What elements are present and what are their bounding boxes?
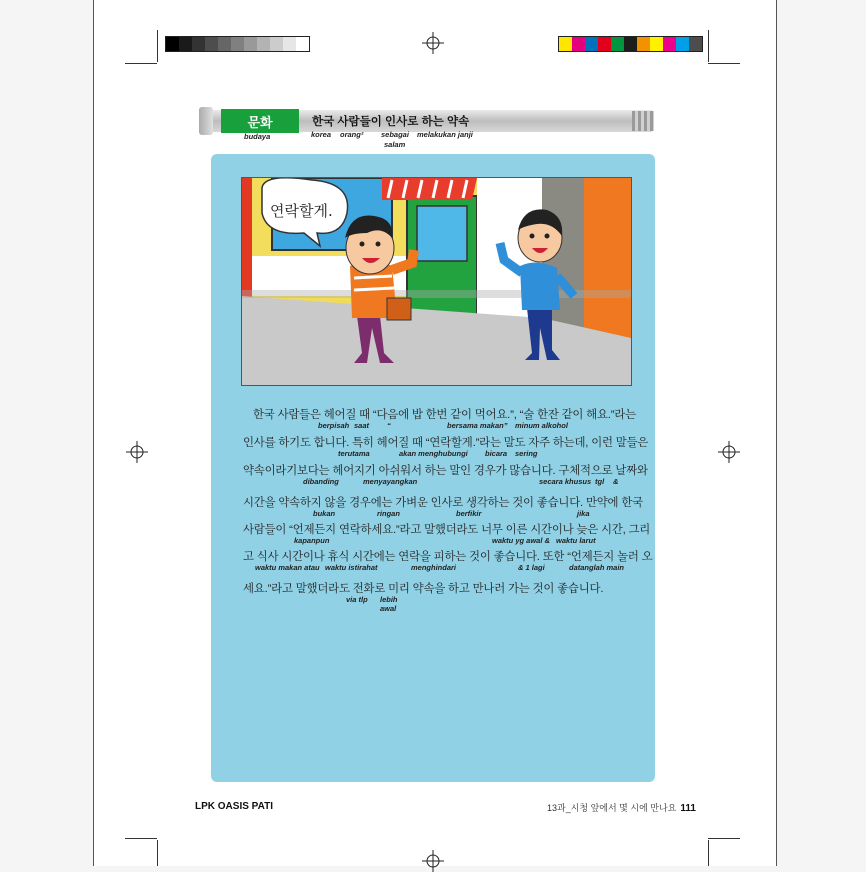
gloss: bersama makan” — [447, 421, 508, 430]
body-line: 시간을 약속하지 않을 경우에는 가벼운 인사로 생각하는 것이 좋습니다. 만약에 한국 — [243, 497, 643, 509]
gloss: menyayangkan — [363, 477, 418, 486]
gloss: sebagai — [381, 130, 409, 139]
gloss: melakukan janji — [417, 130, 473, 139]
gloss: awal — [380, 604, 397, 613]
gloss: minum alkohol — [515, 421, 568, 430]
calibration-swatch — [572, 37, 585, 51]
body-line: 인사를 하기도 합니다. 특히 헤어질 때 “연락할게.”라는 말도 자주 하는데, 이런 말들은 — [243, 437, 649, 449]
gloss: budaya — [244, 132, 271, 141]
calibration-swatch — [611, 37, 624, 51]
calibration-swatch — [205, 37, 218, 51]
calibration-swatch — [270, 37, 283, 51]
gloss: bukan — [313, 509, 336, 518]
gloss: kapanpun — [294, 536, 330, 545]
gloss: jika — [577, 509, 590, 518]
gloss: waktu larut — [556, 536, 596, 545]
body-line: 한국 사람들은 헤어질 때 “다음에 밥 한번 같이 먹어요.”, “술 한잔 같이 해요.”라는 — [253, 409, 636, 421]
gloss: dibanding — [303, 477, 339, 486]
calibration-swatch — [689, 37, 702, 51]
calibration-swatch — [192, 37, 205, 51]
gloss: berfikir — [456, 509, 482, 518]
registration-target-right — [718, 441, 740, 463]
illustration — [241, 177, 632, 386]
category-tab: 문화 — [221, 109, 299, 133]
gloss: menghindari — [411, 563, 457, 572]
footer-chapter-title: 13과_시청 앞에서 몇 시에 만나요 — [547, 803, 677, 813]
gloss: terutama — [338, 449, 370, 458]
gloss: akan menghubungi — [399, 449, 468, 458]
gloss: bicara — [485, 449, 508, 458]
calibration-swatch — [231, 37, 244, 51]
gloss: waktu makan atau — [255, 563, 320, 572]
gloss: sering — [515, 449, 538, 458]
calibration-swatch — [296, 37, 309, 51]
gloss: ringan — [377, 509, 400, 518]
speech-bubble-text: 연락할게. — [270, 202, 333, 220]
grayscale-calibration-bar — [165, 36, 310, 52]
calibration-swatch — [559, 37, 572, 51]
calibration-swatch — [598, 37, 611, 51]
body-line: 고 식사 시간이나 휴식 시간에는 연락을 피하는 것이 좋습니다. 또한 “언제든지 놀러 오 — [243, 551, 653, 563]
gloss: korea — [311, 130, 332, 139]
gloss: secara khusus — [539, 477, 592, 486]
gloss: orang² — [340, 130, 364, 139]
gloss: waktu istirahat — [325, 563, 378, 572]
calibration-swatch — [244, 37, 257, 51]
footer-brand: LPK OASIS PATI — [195, 801, 273, 812]
gloss: tgl — [595, 477, 605, 486]
gloss: waktu yg awal & — [492, 536, 550, 545]
registration-target-bottom — [422, 850, 444, 872]
color-calibration-bar — [558, 36, 703, 52]
section-title: 한국 사람들이 인사로 하는 약속 — [312, 116, 470, 128]
gloss: berpisah — [318, 421, 350, 430]
page-number: 111 — [680, 803, 696, 814]
calibration-swatch — [218, 37, 231, 51]
calibration-swatch — [179, 37, 192, 51]
registration-target-left — [126, 441, 148, 463]
gloss: “ — [387, 421, 391, 430]
body-line: 사람들이 “언제든지 연락하세요.”라고 말했더라도 너무 이른 시간이나 늦은 시간, 그리 — [243, 524, 651, 536]
footer-chapter — [547, 801, 696, 814]
gloss: & 1 lagi — [518, 563, 545, 572]
calibration-swatch — [650, 37, 663, 51]
calibration-swatch — [637, 37, 650, 51]
calibration-swatch — [676, 37, 689, 51]
body-line: 세요.”라고 말했더라도 전화로 미리 약속을 하고 만나러 가는 것이 좋습니다. — [243, 583, 604, 595]
calibration-swatch — [624, 37, 637, 51]
calibration-swatch — [663, 37, 676, 51]
gloss: lebih — [380, 595, 398, 604]
calibration-swatch — [585, 37, 598, 51]
gloss: saat — [354, 421, 370, 430]
registration-target-top — [422, 32, 444, 54]
calibration-swatch — [283, 37, 296, 51]
body-line: 약속이라기보다는 헤어지기 아쉬워서 하는 말인 경우가 많습니다. 구체적으로 날짜와 — [243, 465, 648, 477]
gloss: datanglah main — [569, 563, 625, 572]
gloss: via tlp — [346, 595, 368, 604]
calibration-swatch — [257, 37, 270, 51]
calibration-swatch — [166, 37, 179, 51]
gloss: salam — [384, 140, 406, 149]
gloss: & — [613, 477, 619, 486]
